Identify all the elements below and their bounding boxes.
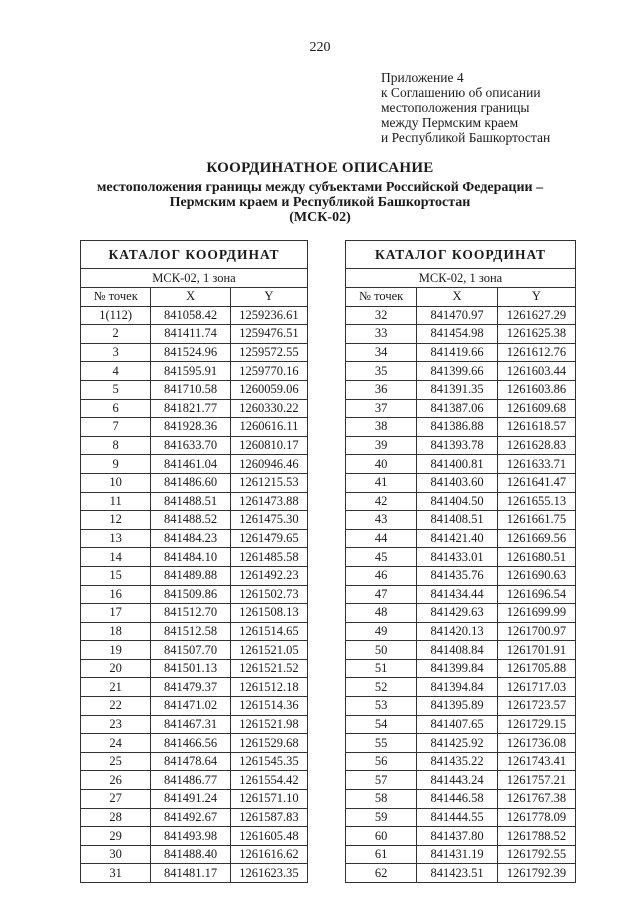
point-number-cell: 37 <box>346 399 417 418</box>
y-coordinate-cell: 1261625.38 <box>497 325 575 344</box>
y-coordinate-cell: 1261669.56 <box>497 529 575 548</box>
point-number-cell: 36 <box>346 380 417 399</box>
x-coordinate-cell: 841488.51 <box>151 492 230 511</box>
coordinate-catalog-table-left <box>80 240 308 883</box>
table-row <box>81 473 308 492</box>
y-coordinate-cell: 1260330.22 <box>230 399 307 418</box>
y-coordinate-cell: 1261485.58 <box>230 548 307 567</box>
y-coordinate-cell: 1261696.54 <box>497 585 575 604</box>
point-number-cell: 16 <box>81 585 151 604</box>
point-number-cell: 23 <box>81 715 151 734</box>
point-number-cell: 61 <box>346 845 417 864</box>
y-coordinate-cell: 1260616.11 <box>230 418 307 437</box>
point-number-cell: 2 <box>81 325 151 344</box>
point-number-cell: 20 <box>81 659 151 678</box>
x-coordinate-cell: 841512.58 <box>151 622 230 641</box>
y-coordinate-cell: 1261641.47 <box>497 473 575 492</box>
point-number-cell: 50 <box>346 641 417 660</box>
point-number-cell: 34 <box>346 343 417 362</box>
x-coordinate-cell: 841393.78 <box>417 436 498 455</box>
point-number-cell: 25 <box>81 752 151 771</box>
catalog-title: КАТАЛОГ КООРДИНАТ <box>346 241 576 269</box>
point-number-cell: 32 <box>346 306 417 325</box>
appendix-line: и Республикой Башкортостан <box>381 130 551 145</box>
x-coordinate-cell: 841710.58 <box>151 380 230 399</box>
document-title: КООРДИНАТНОЕ ОПИСАНИЕ <box>206 160 434 176</box>
x-coordinate-cell: 841471.02 <box>151 697 230 716</box>
table-row <box>81 362 308 381</box>
table-row <box>346 845 576 864</box>
point-number-cell: 57 <box>346 771 417 790</box>
point-number-cell: 45 <box>346 548 417 567</box>
point-number-cell: 62 <box>346 864 417 883</box>
x-coordinate-cell: 841484.23 <box>151 529 230 548</box>
x-coordinate-cell: 841408.84 <box>417 641 498 660</box>
x-coordinate-cell: 841501.13 <box>151 659 230 678</box>
point-number-cell: 41 <box>346 473 417 492</box>
x-coordinate-cell: 841509.86 <box>151 585 230 604</box>
y-coordinate-cell: 1261473.88 <box>230 492 307 511</box>
x-coordinate-cell: 841411.74 <box>151 325 230 344</box>
table-row <box>346 659 576 678</box>
y-coordinate-cell: 1261623.35 <box>230 864 307 883</box>
table-row <box>81 585 308 604</box>
x-coordinate-cell: 841486.60 <box>151 473 230 492</box>
point-number-cell: 22 <box>81 697 151 716</box>
x-coordinate-cell: 841399.66 <box>417 362 498 381</box>
table-row <box>346 343 576 362</box>
y-coordinate-cell: 1259770.16 <box>230 362 307 381</box>
table-row <box>81 678 308 697</box>
point-number-cell: 6 <box>81 399 151 418</box>
appendix-line: к Соглашению об описании <box>381 85 541 100</box>
table-row <box>81 436 308 455</box>
point-number-cell: 15 <box>81 566 151 585</box>
point-number-cell: 18 <box>81 622 151 641</box>
point-number-cell: 48 <box>346 604 417 623</box>
table-row <box>81 511 308 530</box>
y-coordinate-cell: 1261512.18 <box>230 678 307 697</box>
column-header-x: X <box>151 288 230 307</box>
x-coordinate-cell: 841488.52 <box>151 511 230 530</box>
point-number-cell: 9 <box>81 455 151 474</box>
y-coordinate-cell: 1261545.35 <box>230 752 307 771</box>
y-coordinate-cell: 1261723.57 <box>497 697 575 716</box>
appendix-line: между Пермским краем <box>381 115 519 130</box>
point-number-cell: 54 <box>346 715 417 734</box>
table-row <box>81 492 308 511</box>
table-row <box>346 585 576 604</box>
table-row <box>346 752 576 771</box>
x-coordinate-cell: 841404.50 <box>417 492 498 511</box>
y-coordinate-cell: 1261729.15 <box>497 715 575 734</box>
table-row <box>346 473 576 492</box>
page-number: 220 <box>309 40 331 55</box>
y-coordinate-cell: 1261705.88 <box>497 659 575 678</box>
table-row <box>346 641 576 660</box>
table-row <box>346 418 576 437</box>
point-number-cell: 11 <box>81 492 151 511</box>
point-number-cell: 3 <box>81 343 151 362</box>
table-row <box>346 622 576 641</box>
table-row <box>346 380 576 399</box>
catalog-body <box>81 306 308 882</box>
catalog-body <box>346 306 576 882</box>
table-row <box>346 734 576 753</box>
point-number-cell: 29 <box>81 827 151 846</box>
table-row <box>346 604 576 623</box>
point-number-cell: 24 <box>81 734 151 753</box>
x-coordinate-cell: 841425.92 <box>417 734 498 753</box>
point-number-cell: 56 <box>346 752 417 771</box>
table-row <box>81 418 308 437</box>
subtitle-line: (МСК-02) <box>289 210 351 225</box>
x-coordinate-cell: 841454.98 <box>417 325 498 344</box>
x-coordinate-cell: 841058.42 <box>151 306 230 325</box>
x-coordinate-cell: 841421.40 <box>417 529 498 548</box>
y-coordinate-cell: 1261616.62 <box>230 845 307 864</box>
y-coordinate-cell: 1261571.10 <box>230 790 307 809</box>
table-row <box>81 380 308 399</box>
column-header-point-number: № точек <box>346 288 417 307</box>
x-coordinate-cell: 841391.35 <box>417 380 498 399</box>
y-coordinate-cell: 1261609.68 <box>497 399 575 418</box>
y-coordinate-cell: 1261633.71 <box>497 455 575 474</box>
y-coordinate-cell: 1261792.55 <box>497 845 575 864</box>
x-coordinate-cell: 841595.91 <box>151 362 230 381</box>
table-row <box>346 808 576 827</box>
y-coordinate-cell: 1260946.46 <box>230 455 307 474</box>
y-coordinate-cell: 1261736.08 <box>497 734 575 753</box>
subtitle-line: Пермским краем и Республикой Башкортостан <box>169 195 471 210</box>
table-row <box>346 306 576 325</box>
x-coordinate-cell: 841408.51 <box>417 511 498 530</box>
x-coordinate-cell: 841481.17 <box>151 864 230 883</box>
table-row <box>81 641 308 660</box>
x-coordinate-cell: 841394.84 <box>417 678 498 697</box>
point-number-cell: 30 <box>81 845 151 864</box>
table-row <box>346 771 576 790</box>
x-coordinate-cell: 841479.37 <box>151 678 230 697</box>
y-coordinate-cell: 1261767.38 <box>497 790 575 809</box>
y-coordinate-cell: 1261699.99 <box>497 604 575 623</box>
catalog-title: КАТАЛОГ КООРДИНАТ <box>81 241 308 269</box>
point-number-cell: 43 <box>346 511 417 530</box>
appendix-note <box>381 70 631 145</box>
x-coordinate-cell: 841407.65 <box>417 715 498 734</box>
x-coordinate-cell: 841429.63 <box>417 604 498 623</box>
table-row <box>81 529 308 548</box>
x-coordinate-cell: 841928.36 <box>151 418 230 437</box>
table-row <box>81 845 308 864</box>
point-number-cell: 1(112) <box>81 306 151 325</box>
point-number-cell: 58 <box>346 790 417 809</box>
point-number-cell: 39 <box>346 436 417 455</box>
y-coordinate-cell: 1261605.48 <box>230 827 307 846</box>
table-row <box>346 399 576 418</box>
point-number-cell: 49 <box>346 622 417 641</box>
x-coordinate-cell: 841524.96 <box>151 343 230 362</box>
table-row <box>81 697 308 716</box>
x-coordinate-cell: 841435.22 <box>417 752 498 771</box>
x-coordinate-cell: 841484.10 <box>151 548 230 567</box>
appendix-line: местоположения границы <box>381 100 530 115</box>
x-coordinate-cell: 841486.77 <box>151 771 230 790</box>
column-header-y: Y <box>497 288 575 307</box>
table-row <box>81 790 308 809</box>
point-number-cell: 28 <box>81 808 151 827</box>
x-coordinate-cell: 841470.97 <box>417 306 498 325</box>
table-row <box>346 436 576 455</box>
point-number-cell: 17 <box>81 604 151 623</box>
subtitle-line: местоположения границы между субъектами Российской Федерации – <box>96 180 544 195</box>
y-coordinate-cell: 1261514.36 <box>230 697 307 716</box>
y-coordinate-cell: 1260059.06 <box>230 380 307 399</box>
table-row <box>346 790 576 809</box>
y-coordinate-cell: 1261603.44 <box>497 362 575 381</box>
table-row <box>346 678 576 697</box>
point-number-cell: 46 <box>346 566 417 585</box>
y-coordinate-cell: 1261627.29 <box>497 306 575 325</box>
y-coordinate-cell: 1261554.42 <box>230 771 307 790</box>
point-number-cell: 44 <box>346 529 417 548</box>
y-coordinate-cell: 1261628.83 <box>497 436 575 455</box>
x-coordinate-cell: 841633.70 <box>151 436 230 455</box>
x-coordinate-cell: 841444.55 <box>417 808 498 827</box>
y-coordinate-cell: 1261757.21 <box>497 771 575 790</box>
table-row <box>81 715 308 734</box>
table-row <box>81 343 308 362</box>
table-row <box>346 697 576 716</box>
x-coordinate-cell: 841437.80 <box>417 827 498 846</box>
point-number-cell: 8 <box>81 436 151 455</box>
point-number-cell: 59 <box>346 808 417 827</box>
y-coordinate-cell: 1261680.51 <box>497 548 575 567</box>
point-number-cell: 53 <box>346 697 417 716</box>
point-number-cell: 47 <box>346 585 417 604</box>
y-coordinate-cell: 1261521.98 <box>230 715 307 734</box>
point-number-cell: 55 <box>346 734 417 753</box>
table-row <box>346 492 576 511</box>
y-coordinate-cell: 1261743.41 <box>497 752 575 771</box>
x-coordinate-cell: 841492.67 <box>151 808 230 827</box>
y-coordinate-cell: 1261690.63 <box>497 566 575 585</box>
x-coordinate-cell: 841466.56 <box>151 734 230 753</box>
table-row <box>346 362 576 381</box>
column-header-y: Y <box>230 288 307 307</box>
point-number-cell: 19 <box>81 641 151 660</box>
table-row <box>81 455 308 474</box>
table-row <box>346 715 576 734</box>
table-row <box>81 325 308 344</box>
y-coordinate-cell: 1261215.53 <box>230 473 307 492</box>
table-row <box>346 529 576 548</box>
x-coordinate-cell: 841489.88 <box>151 566 230 585</box>
appendix-line: Приложение 4 <box>381 70 464 85</box>
x-coordinate-cell: 841435.76 <box>417 566 498 585</box>
catalog-zone: МСК-02, 1 зона <box>81 269 308 288</box>
table-row <box>81 827 308 846</box>
point-number-cell: 10 <box>81 473 151 492</box>
column-header-x: X <box>417 288 498 307</box>
point-number-cell: 52 <box>346 678 417 697</box>
document-subtitle <box>60 180 580 225</box>
x-coordinate-cell: 841434.44 <box>417 585 498 604</box>
y-coordinate-cell: 1259476.51 <box>230 325 307 344</box>
x-coordinate-cell: 841478.64 <box>151 752 230 771</box>
table-row <box>346 455 576 474</box>
table-row <box>81 659 308 678</box>
point-number-cell: 60 <box>346 827 417 846</box>
y-coordinate-cell: 1261475.30 <box>230 511 307 530</box>
point-number-cell: 33 <box>346 325 417 344</box>
y-coordinate-cell: 1259572.55 <box>230 343 307 362</box>
y-coordinate-cell: 1261717.03 <box>497 678 575 697</box>
y-coordinate-cell: 1261655.13 <box>497 492 575 511</box>
point-number-cell: 31 <box>81 864 151 883</box>
y-coordinate-cell: 1261788.52 <box>497 827 575 846</box>
y-coordinate-cell: 1261700.97 <box>497 622 575 641</box>
table-row <box>81 734 308 753</box>
x-coordinate-cell: 841491.24 <box>151 790 230 809</box>
point-number-cell: 5 <box>81 380 151 399</box>
y-coordinate-cell: 1261502.73 <box>230 585 307 604</box>
table-row <box>346 548 576 567</box>
y-coordinate-cell: 1261521.52 <box>230 659 307 678</box>
y-coordinate-cell: 1261587.83 <box>230 808 307 827</box>
coordinate-catalog-table-right <box>345 240 576 883</box>
x-coordinate-cell: 841467.31 <box>151 715 230 734</box>
x-coordinate-cell: 841507.70 <box>151 641 230 660</box>
y-coordinate-cell: 1261492.23 <box>230 566 307 585</box>
point-number-cell: 51 <box>346 659 417 678</box>
table-row <box>346 511 576 530</box>
y-coordinate-cell: 1261514.65 <box>230 622 307 641</box>
table-row <box>346 827 576 846</box>
table-row <box>81 622 308 641</box>
point-number-cell: 27 <box>81 790 151 809</box>
x-coordinate-cell: 841488.40 <box>151 845 230 864</box>
point-number-cell: 4 <box>81 362 151 381</box>
x-coordinate-cell: 841399.84 <box>417 659 498 678</box>
point-number-cell: 26 <box>81 771 151 790</box>
x-coordinate-cell: 841433.01 <box>417 548 498 567</box>
table-row <box>81 771 308 790</box>
point-number-cell: 42 <box>346 492 417 511</box>
x-coordinate-cell: 841493.98 <box>151 827 230 846</box>
y-coordinate-cell: 1261792.39 <box>497 864 575 883</box>
table-row <box>346 864 576 883</box>
point-number-cell: 7 <box>81 418 151 437</box>
table-row <box>81 864 308 883</box>
y-coordinate-cell: 1260810.17 <box>230 436 307 455</box>
y-coordinate-cell: 1261618.57 <box>497 418 575 437</box>
x-coordinate-cell: 841387.06 <box>417 399 498 418</box>
y-coordinate-cell: 1261661.75 <box>497 511 575 530</box>
point-number-cell: 38 <box>346 418 417 437</box>
y-coordinate-cell: 1261603.86 <box>497 380 575 399</box>
point-number-cell: 21 <box>81 678 151 697</box>
y-coordinate-cell: 1261479.65 <box>230 529 307 548</box>
y-coordinate-cell: 1259236.61 <box>230 306 307 325</box>
y-coordinate-cell: 1261508.13 <box>230 604 307 623</box>
y-coordinate-cell: 1261701.91 <box>497 641 575 660</box>
point-number-cell: 12 <box>81 511 151 530</box>
x-coordinate-cell: 841512.70 <box>151 604 230 623</box>
x-coordinate-cell: 841400.81 <box>417 455 498 474</box>
x-coordinate-cell: 841419.66 <box>417 343 498 362</box>
table-row <box>81 604 308 623</box>
y-coordinate-cell: 1261612.76 <box>497 343 575 362</box>
table-row <box>81 808 308 827</box>
table-row <box>81 548 308 567</box>
table-row <box>81 752 308 771</box>
y-coordinate-cell: 1261778.09 <box>497 808 575 827</box>
point-number-cell: 35 <box>346 362 417 381</box>
y-coordinate-cell: 1261521.05 <box>230 641 307 660</box>
catalog-zone: МСК-02, 1 зона <box>346 269 576 288</box>
point-number-cell: 40 <box>346 455 417 474</box>
table-row <box>346 566 576 585</box>
x-coordinate-cell: 841386.88 <box>417 418 498 437</box>
x-coordinate-cell: 841461.04 <box>151 455 230 474</box>
table-row <box>81 306 308 325</box>
y-coordinate-cell: 1261529.68 <box>230 734 307 753</box>
x-coordinate-cell: 841821.77 <box>151 399 230 418</box>
table-row <box>81 566 308 585</box>
x-coordinate-cell: 841420.13 <box>417 622 498 641</box>
point-number-cell: 13 <box>81 529 151 548</box>
table-row <box>81 399 308 418</box>
x-coordinate-cell: 841431.19 <box>417 845 498 864</box>
point-number-cell: 14 <box>81 548 151 567</box>
column-header-point-number: № точек <box>81 288 151 307</box>
table-row <box>346 325 576 344</box>
x-coordinate-cell: 841446.58 <box>417 790 498 809</box>
x-coordinate-cell: 841395.89 <box>417 697 498 716</box>
x-coordinate-cell: 841423.51 <box>417 864 498 883</box>
x-coordinate-cell: 841403.60 <box>417 473 498 492</box>
x-coordinate-cell: 841443.24 <box>417 771 498 790</box>
